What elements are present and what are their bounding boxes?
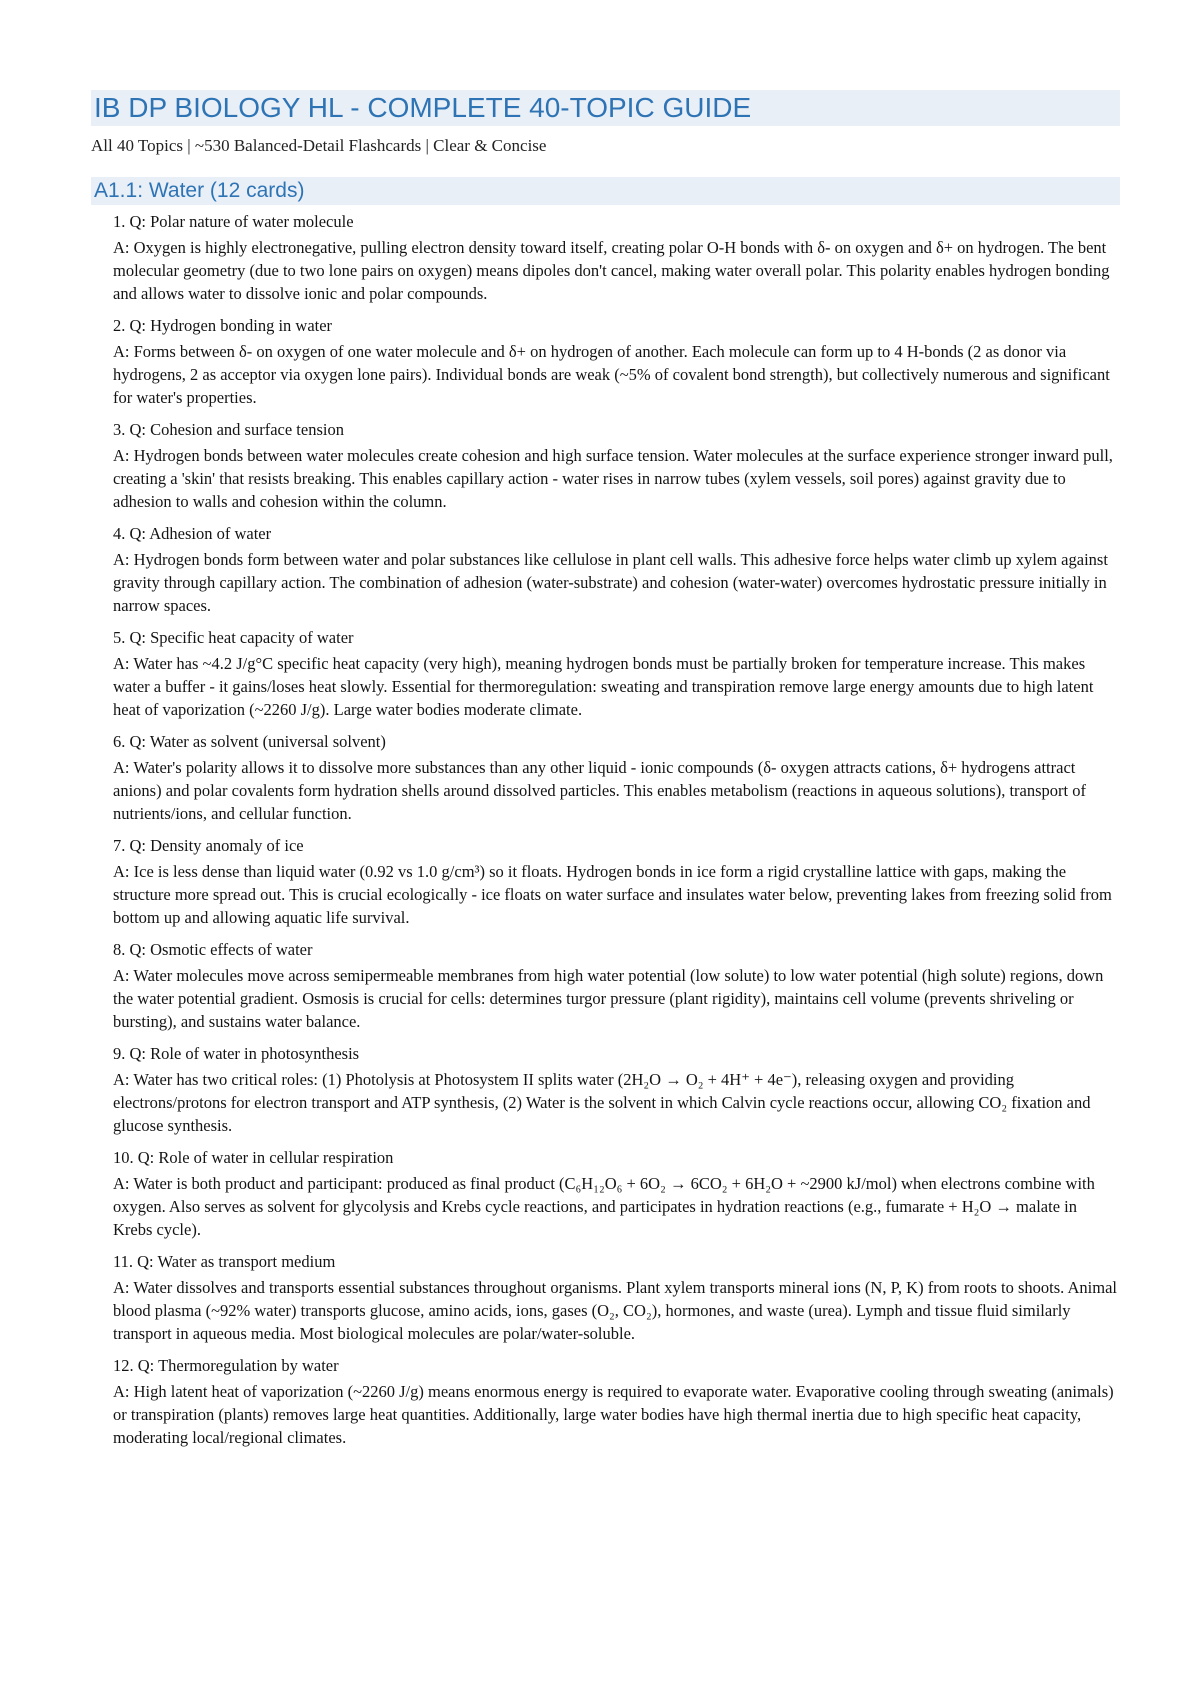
flashcard-answer: A: Hydrogen bonds form between water and polar substances like cellulose in plant cell walls. This adhesive force helps water climb up xylem against gravity through capillary action. The combination of adhesion (water-substrate) and cohesion (water-water) overcomes hydrostatic pressure initially in narrow spaces.: [113, 550, 1108, 615]
flashcard: [113, 1354, 1120, 1449]
flashcard-answer: A: High latent heat of vaporization (~2260 J/g) means enormous energy is required to evaporate water. Evaporative cooling through sweating (animals) or transpiration (plants) removes large heat quantities. Additionally, large water bodies have high thermal inertia due to high specific heat capacity, moderating local/regional climates.: [113, 1382, 1114, 1447]
flashcard-question: 11. Q: Water as transport medium: [113, 1252, 336, 1271]
flashcard-answer: A: Oxygen is highly electronegative, pulling electron density toward itself, creating polar O-H bonds with δ- on oxygen and δ+ on hydrogen. The bent molecular geometry (due to two lone pairs on oxygen) means dipoles don't cancel, making water overall polar. This polarity enables hydrogen bonding and allows water to dissolve ionic and polar compounds.: [113, 238, 1110, 303]
document-page: [91, 90, 1120, 1458]
flashcard-answer: A: Water's polarity allows it to dissolve more substances than any other liquid - ionic compounds (δ- oxygen attracts cations, δ+ hydrogens attract anions) and polar covalents form hydration shells around dissolved particles. This enables metabolism (reactions in aqueous solutions), transport of nutrients/ions, and cellular function.: [113, 758, 1086, 823]
flashcard: [113, 938, 1120, 1033]
flashcard-question: 12. Q: Thermoregulation by water: [113, 1356, 339, 1375]
flashcard-question: 1. Q: Polar nature of water molecule: [113, 212, 354, 231]
document-subtitle: All 40 Topics | ~530 Balanced-Detail Flashcards | Clear & Concise: [91, 136, 547, 155]
flashcard-answer: A: Forms between δ- on oxygen of one water molecule and δ+ on hydrogen of another. Each molecule can form up to 4 H-bonds (2 as donor via hydrogens, 2 as acceptor via oxygen lone pairs). Individual bonds are weak (~5% of covalent bond strength), but collectively numerous and significant for water's properties.: [113, 342, 1110, 407]
flashcard-question: 8. Q: Osmotic effects of water: [113, 940, 313, 959]
flashcard: [113, 626, 1120, 721]
flashcard-answer: A: Water has ~4.2 J/g°C specific heat capacity (very high), meaning hydrogen bonds must be partially broken for temperature increase. This makes water a buffer - it gains/loses heat slowly. Essential for thermoregulation: sweating and transpiration remove large energy amounts due to high latent heat of vaporization (~2260 J/g). Large water bodies moderate climate.: [113, 654, 1094, 719]
flashcard: [113, 1042, 1120, 1137]
flashcard: [113, 418, 1120, 513]
flashcard: [113, 522, 1120, 617]
flashcard: [113, 1146, 1120, 1241]
flashcard-answer: A: Water is both product and participant: produced as final product (C₆H₁₂O₆ + 6O₂ → 6CO₂ + 6H₂O + ~2900 kJ/mol) when electrons combine with oxygen. Also serves as solvent for glycolysis and Krebs cycle reactions, and participates in hydration reactions (e.g., fumarate + H₂O → malate in Krebs cycle).: [113, 1174, 1095, 1239]
flashcard-answer: A: Water has two critical roles: (1) Photolysis at Photosystem II splits water (2H₂O → O₂ + 4H⁺ + 4e⁻), releasing oxygen and providing electrons/protons for electron transport and ATP synthesis, (2) Water is the solvent in which Calvin cycle reactions occur, allowing CO₂ fixation and glucose synthesis.: [113, 1070, 1091, 1135]
flashcard-answer: A: Hydrogen bonds between water molecules create cohesion and high surface tension. Water molecules at the surface experience stronger inward pull, creating a 'skin' that resists breaking. This enables capillary action - water rises in narrow tubes (xylem vessels, soil pores) against gravity due to adhesion to walls and cohesion within the column.: [113, 446, 1113, 511]
flashcard: [113, 314, 1120, 409]
document-title: IB DP BIOLOGY HL - COMPLETE 40-TOPIC GUIDE: [91, 90, 1120, 126]
flashcard-question: 9. Q: Role of water in photosynthesis: [113, 1044, 360, 1063]
flashcard-question: 5. Q: Specific heat capacity of water: [113, 628, 354, 647]
flashcard-question: 10. Q: Role of water in cellular respiration: [113, 1148, 394, 1167]
flashcard-question: 3. Q: Cohesion and surface tension: [113, 420, 344, 439]
flashcard: [113, 730, 1120, 825]
flashcard-question: 4. Q: Adhesion of water: [113, 524, 272, 543]
flashcard: [113, 210, 1120, 305]
flashcard-question: 2. Q: Hydrogen bonding in water: [113, 316, 333, 335]
flashcard-answer: A: Water molecules move across semipermeable membranes from high water potential (low solute) to low water potential (high solute) regions, down the water potential gradient. Osmosis is crucial for cells: determines turgor pressure (plant rigidity), maintains cell volume (prevents shriveling or bursting), and sustains water balance.: [113, 966, 1104, 1031]
flashcard: [113, 834, 1120, 929]
flashcard-question: 7. Q: Density anomaly of ice: [113, 836, 304, 855]
flashcard-answer: A: Water dissolves and transports essential substances throughout organisms. Plant xylem transports mineral ions (N, P, K) from roots to shoots. Animal blood plasma (~92% water) transports glucose, amino acids, ions, gases (O₂, CO₂), hormones, and waste (urea). Lymph and tissue fluid similarly transport in aqueous media. Most biological molecules are polar/water-soluble.: [113, 1278, 1118, 1343]
section-heading: A1.1: Water (12 cards): [91, 177, 1120, 205]
flashcard-question: 6. Q: Water as solvent (universal solvent): [113, 732, 386, 751]
flashcard-answer: A: Ice is less dense than liquid water (0.92 vs 1.0 g/cm³) so it floats. Hydrogen bonds in ice form a rigid crystalline lattice with gaps, making the structure more spread out. This is crucial ecologically - ice floats on water surface and insulates water below, preventing lakes from freezing solid from bottom up and allowing aquatic life survival.: [113, 862, 1112, 927]
flashcard-list: [91, 210, 1120, 1449]
flashcard: [113, 1250, 1120, 1345]
